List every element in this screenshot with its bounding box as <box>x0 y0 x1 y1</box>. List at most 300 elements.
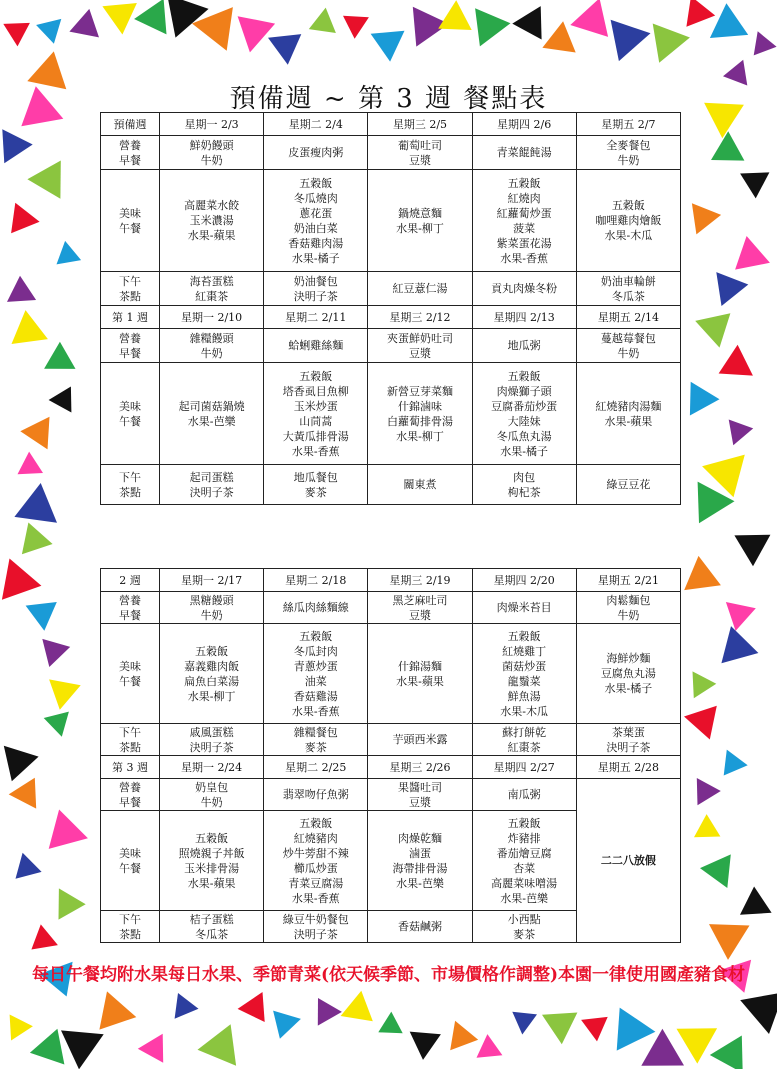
menu-item: 決明子茶 <box>189 485 234 499</box>
menu-item: 青蔥炒蛋 <box>293 659 338 673</box>
border-triangle <box>36 19 61 44</box>
meal-label-line: 下午 <box>119 725 141 739</box>
menu-cell <box>264 724 368 756</box>
border-triangle <box>740 992 777 1034</box>
day-header: 星期一 2/17 <box>160 569 264 592</box>
menu-item: 地瓜餐包 <box>293 470 338 484</box>
day-header: 星期二 2/11 <box>264 306 368 329</box>
meal-label-line: 營養 <box>119 331 141 345</box>
border-triangle <box>611 20 651 61</box>
border-triangle <box>30 1029 65 1065</box>
menu-item: 水果-香蕉 <box>291 704 340 718</box>
menu-item: 水果-橘子 <box>500 444 549 458</box>
meal-row <box>101 592 681 624</box>
menu-cell <box>576 724 680 756</box>
border-triangle <box>450 1021 478 1051</box>
menu-cell <box>368 465 472 505</box>
menu-item: 五穀飯 <box>507 369 541 383</box>
meal-label-line: 茶點 <box>119 485 141 499</box>
menu-item: 牛奶 <box>200 153 223 167</box>
border-triangle <box>653 24 690 63</box>
menu-item: 什錦湯麵 <box>397 659 442 673</box>
meal-row <box>101 170 681 272</box>
menu-item: 牛奶 <box>617 346 640 360</box>
day-header: 星期三 2/5 <box>368 113 472 136</box>
border-triangle <box>686 0 715 27</box>
menu-cell <box>472 724 576 756</box>
border-triangle <box>57 241 82 265</box>
day-header: 星期二 2/25 <box>264 756 368 779</box>
menu-item: 紫菜蛋花湯 <box>496 236 552 250</box>
menu-item: 紅燒豬肉湯麵 <box>595 399 662 413</box>
day-header: 星期五 2/21 <box>576 569 680 592</box>
day-header: 星期四 2/13 <box>472 306 576 329</box>
menu-item: 五穀飯 <box>299 816 333 830</box>
menu-item: 夾蛋鮮奶吐司 <box>386 331 453 345</box>
menu-item: 冬瓜燒肉 <box>293 191 338 205</box>
meal-label-line: 下午 <box>119 912 141 926</box>
menu-item: 牛奶 <box>617 608 640 622</box>
menu-item: 豆漿 <box>408 795 431 809</box>
menu-item: 水果-香蕉 <box>291 891 340 905</box>
menu-item: 扁魚白菜湯 <box>184 674 240 688</box>
menu-item: 龍鬚菜 <box>507 674 541 688</box>
day-header: 星期一 2/3 <box>160 113 264 136</box>
menu-cell <box>472 136 576 170</box>
menu-item: 奶油白菜 <box>293 221 338 235</box>
menu-item: 五穀飯 <box>507 629 541 643</box>
border-triangle <box>378 1012 402 1034</box>
meal-label <box>101 592 160 624</box>
menu-item: 水果-蘋果 <box>187 229 236 242</box>
border-triangle <box>18 452 44 475</box>
menu-cell <box>472 329 576 363</box>
border-triangle <box>31 924 58 949</box>
menu-item: 小西點 <box>507 912 541 926</box>
menu-item: 大黃瓜排骨湯 <box>282 429 349 443</box>
menu-item: 水果-芭樂 <box>500 891 549 905</box>
meal-label <box>101 329 160 363</box>
menu-item: 水果-柳丁 <box>396 221 444 235</box>
menu-item: 地瓜粥 <box>507 339 541 352</box>
border-triangle <box>4 746 39 782</box>
menu-item: 菌菇炒蛋 <box>502 659 547 673</box>
menu-item: 番茄燴豆腐 <box>496 846 552 860</box>
menu-item: 肉包 <box>513 470 536 484</box>
border-triangle <box>134 0 166 34</box>
holiday-cell: 二二八放假 <box>576 779 680 943</box>
menu-cell <box>576 465 680 505</box>
border-triangle <box>2 129 32 163</box>
menu-item: 水果-蘋果 <box>604 414 653 428</box>
menu-item: 杏菜 <box>513 861 536 875</box>
menu-item: 起司蛋糕 <box>189 470 234 484</box>
meal-label <box>101 624 160 724</box>
menu-item: 全麥餐包 <box>606 138 651 152</box>
menu-item: 青菜餛飩湯 <box>496 146 552 159</box>
menu-item: 皮蛋瘦肉粥 <box>288 146 344 159</box>
menu-cell <box>160 272 264 306</box>
border-triangle <box>99 991 136 1029</box>
menu-item: 麥茶 <box>513 927 536 941</box>
menu-cell <box>576 363 680 465</box>
menu-item: 紅燒豬肉 <box>293 831 338 845</box>
menu-item: 麥茶 <box>304 485 327 499</box>
menu-item: 炒牛蒡甜不辣 <box>282 846 349 860</box>
menu-item: 水果-木瓜 <box>500 704 549 718</box>
menu-item: 枸杞茶 <box>507 485 541 499</box>
day-header: 星期二 2/4 <box>264 113 368 136</box>
menu-cell <box>160 363 264 465</box>
menu-cell <box>472 465 576 505</box>
menu-item: 蘇打餅乾 <box>502 725 547 739</box>
menu-item: 豆腐魚丸湯 <box>600 667 656 680</box>
menu-cell <box>160 911 264 943</box>
meal-label <box>101 779 160 811</box>
menu-item: 鮮魚湯 <box>507 689 541 703</box>
border-triangle <box>371 31 405 62</box>
menu-item: 雜糧餐包 <box>293 725 338 739</box>
meal-label-line: 午餐 <box>119 861 141 875</box>
week-label: 2 週 <box>101 569 160 592</box>
menu-cell <box>264 911 368 943</box>
border-triangle <box>542 21 575 52</box>
day-header: 星期四 2/20 <box>472 569 576 592</box>
menu-item: 咖哩雞肉燴飯 <box>595 214 662 227</box>
menu-item: 水果-蘋果 <box>396 674 444 688</box>
border-triangle <box>27 161 60 199</box>
page-title: 預備週 ~ 第 3 週 餐點表 <box>229 84 548 114</box>
menu-item: 海苔蛋糕 <box>189 274 234 288</box>
menu-item: 牛奶 <box>200 346 223 360</box>
menu-item: 肉燥獅子頭 <box>496 384 552 398</box>
menu-cell <box>472 272 576 306</box>
meal-label-line: 美味 <box>119 846 141 860</box>
menu-item: 果醬吐司 <box>397 780 442 794</box>
menu-item: 五穀飯 <box>611 199 645 212</box>
border-triangle <box>2 559 42 600</box>
menu-item: 奶油餐包 <box>293 274 338 288</box>
meal-label-line: 美味 <box>119 659 141 673</box>
meal-label-line: 午餐 <box>119 414 141 428</box>
border-triangle <box>49 387 72 413</box>
menu-cell <box>264 272 368 306</box>
border-triangle <box>570 0 608 37</box>
menu-item: 香菇雞肉湯 <box>288 236 344 250</box>
menu-item: 滷蛋 <box>408 846 431 860</box>
meal-label-line: 美味 <box>119 206 141 220</box>
border-triangle <box>724 750 748 776</box>
menu-item: 綠豆豆花 <box>606 478 651 491</box>
menu-item: 水果-木瓜 <box>604 229 653 242</box>
border-triangle <box>3 23 30 47</box>
week-header-row <box>101 306 681 329</box>
border-triangle <box>700 854 731 888</box>
day-header: 星期三 2/26 <box>368 756 472 779</box>
menu-cell <box>472 363 576 465</box>
border-triangle <box>477 1034 503 1058</box>
border-triangle <box>10 1015 33 1041</box>
meal-label-line: 早餐 <box>119 608 141 622</box>
menu-cell <box>368 170 472 272</box>
border-triangle <box>617 1008 656 1051</box>
week-label: 預備週 <box>101 113 160 136</box>
border-triangle <box>690 382 720 416</box>
day-header: 星期三 2/12 <box>368 306 472 329</box>
menu-cell <box>368 272 472 306</box>
menu-item: 海鮮炒麵 <box>606 652 651 665</box>
menu-cell <box>368 592 472 624</box>
menu-item: 什錦滷味 <box>397 399 442 413</box>
menu-item: 大陸妹 <box>507 414 541 428</box>
border-triangle <box>26 602 57 631</box>
meal-label-line: 下午 <box>119 274 141 288</box>
meal-label <box>101 724 160 756</box>
meal-row <box>101 779 681 811</box>
menu-item: 冬瓜魚丸湯 <box>496 429 552 443</box>
meal-label <box>101 272 160 306</box>
border-triangle <box>512 1012 537 1035</box>
border-triangle <box>677 1028 718 1063</box>
menu-item: 豆漿 <box>408 153 431 167</box>
menu-item: 茶葉蛋 <box>611 725 645 739</box>
border-triangle <box>309 8 336 33</box>
border-triangle <box>410 1032 441 1060</box>
menu-item: 五穀飯 <box>299 369 333 383</box>
menu-item: 葡萄吐司 <box>397 138 442 152</box>
menu-item: 牛奶 <box>200 795 223 809</box>
menu-item: 水果-香蕉 <box>500 251 549 265</box>
menu-cell <box>576 592 680 624</box>
menu-item: 嘉義雞肉飯 <box>184 659 240 673</box>
meal-label-line: 午餐 <box>119 674 141 688</box>
border-triangle <box>16 853 42 879</box>
border-triangle <box>42 639 70 667</box>
border-triangle <box>69 9 99 38</box>
border-triangle <box>729 420 754 446</box>
menu-item: 白蘿蔔排骨湯 <box>386 414 453 428</box>
menu-item: 冬瓜封肉 <box>293 644 338 658</box>
menu-item: 水果-芭樂 <box>396 876 444 890</box>
footer-note: 每日午餐均附水果每日水果、季節青菜(依天候季節、市場價格作調整)本園一律使用國產豬食材 <box>31 965 746 985</box>
meal-label <box>101 811 160 911</box>
menu-item: 水果-橘子 <box>604 682 653 695</box>
border-triangle <box>268 34 301 65</box>
menu-item: 紅豆薏仁湯 <box>392 282 448 295</box>
menu-item: 蔥花蛋 <box>299 206 333 220</box>
meal-row <box>101 724 681 756</box>
menu-cell <box>576 329 680 363</box>
menu-cell <box>160 724 264 756</box>
menu-item: 玉米排骨湯 <box>184 861 240 875</box>
border-triangle <box>695 313 730 347</box>
menu-item: 油菜 <box>304 674 327 688</box>
border-triangle <box>175 993 199 1019</box>
menu-item: 五穀飯 <box>299 176 333 190</box>
menu-item: 紅燒肉 <box>507 191 541 205</box>
border-triangle <box>710 1036 743 1069</box>
border-triangle <box>7 276 36 302</box>
border-triangle <box>726 602 756 631</box>
day-header: 星期五 2/7 <box>576 113 680 136</box>
menu-item: 高麗菜味噌湯 <box>491 876 558 890</box>
menu-item: 戚風蛋糕 <box>189 725 234 739</box>
menu-cell <box>472 170 576 272</box>
border-triangle <box>692 203 721 234</box>
menu-item: 決明子茶 <box>189 740 234 754</box>
menu-item: 決明子茶 <box>606 740 651 754</box>
menu-item: 雜糧饅頭 <box>189 331 234 345</box>
menu-item: 冬瓜茶 <box>611 289 645 303</box>
menu-item: 山茼蒿 <box>299 414 333 428</box>
menu-item: 高麗菜水餃 <box>184 199 240 212</box>
menu-item: 決明子茶 <box>293 927 338 941</box>
menu-cell <box>368 779 472 811</box>
week-label: 第 3 週 <box>101 756 160 779</box>
border-triangle <box>697 778 721 805</box>
menu-item: 水果-橘子 <box>291 251 340 265</box>
meal-label-line: 下午 <box>119 470 141 484</box>
border-triangle <box>754 31 777 55</box>
menu-item: 紅燒雞丁 <box>502 644 547 658</box>
menu-cell <box>264 811 368 911</box>
day-header: 星期二 2/18 <box>264 569 368 592</box>
menu-item: 冬瓜茶 <box>195 927 229 941</box>
day-header: 星期四 2/6 <box>472 113 576 136</box>
border-triangle <box>49 679 81 709</box>
border-triangle <box>512 6 541 39</box>
border-triangle <box>734 535 770 567</box>
meal-row <box>101 329 681 363</box>
border-triangle <box>238 16 276 52</box>
menu-item: 櫛瓜炒蛋 <box>293 861 338 875</box>
border-triangle <box>59 888 86 919</box>
border-triangle <box>694 814 720 837</box>
day-header: 星期五 2/28 <box>576 756 680 779</box>
border-triangle <box>273 1011 301 1039</box>
menu-item: 麥茶 <box>304 740 327 754</box>
menu-item: 五穀飯 <box>507 816 541 830</box>
border-triangle <box>693 671 717 698</box>
menu-item: 玉米炒蛋 <box>293 399 338 413</box>
week-header-row <box>101 756 681 779</box>
menu-item: 五穀飯 <box>507 176 541 190</box>
meal-label <box>101 465 160 505</box>
meal-label-line: 茶點 <box>119 740 141 754</box>
meal-label-line: 美味 <box>119 399 141 413</box>
day-header: 星期一 2/24 <box>160 756 264 779</box>
menu-cell <box>472 624 576 724</box>
border-triangle <box>684 706 717 740</box>
border-triangle <box>735 236 770 270</box>
menu-item: 豆漿 <box>408 608 431 622</box>
border-triangle <box>740 887 772 915</box>
menu-item: 黑芝麻吐司 <box>392 593 448 607</box>
menu-item: 豆腐番茄炒蛋 <box>491 399 558 413</box>
menu-item: 紅蘿蔔炒蛋 <box>496 206 552 220</box>
menu-cell <box>472 811 576 911</box>
border-triangle <box>542 1013 577 1045</box>
meal-label-line: 營養 <box>119 780 141 794</box>
menu-item: 關東煮 <box>403 478 437 491</box>
menu-cell <box>576 272 680 306</box>
menu-item: 絲瓜肉絲麵線 <box>282 601 349 614</box>
meal-label-line: 早餐 <box>119 153 141 167</box>
menu-item: 照燒親子丼飯 <box>178 846 245 860</box>
menu-cell <box>576 136 680 170</box>
menu-item: 五穀飯 <box>195 831 229 845</box>
meal-label-line: 營養 <box>119 138 141 152</box>
menu-item: 蛤蜊雞絲麵 <box>288 339 344 352</box>
menu-cell <box>264 465 368 505</box>
border-triangle <box>710 3 748 38</box>
menu-item: 香菇鹹粥 <box>397 920 442 933</box>
menu-item: 青菜豆腐湯 <box>288 876 344 890</box>
menu-item: 起司菌菇鍋燒 <box>178 399 245 413</box>
border-triangle <box>318 998 342 1026</box>
border-triangle <box>138 1034 163 1063</box>
menu-item: 香菇雞湯 <box>293 689 338 703</box>
meal-label-line: 早餐 <box>119 346 141 360</box>
menu-item: 南瓜粥 <box>507 788 541 801</box>
border-triangle <box>740 172 769 198</box>
menu-cell <box>160 811 264 911</box>
menu-cell <box>264 170 368 272</box>
menu-cell <box>160 624 264 724</box>
menu-item: 海帶排骨湯 <box>392 861 448 875</box>
border-triangle <box>14 483 57 523</box>
border-triangle <box>711 131 744 160</box>
menu-cell <box>264 363 368 465</box>
menu-cell <box>368 363 472 465</box>
menu-cell <box>160 136 264 170</box>
menu-item: 肉鬆麵包 <box>606 593 651 607</box>
menu-item: 水果-香蕉 <box>291 444 340 458</box>
menu-item: 鍋燒意麵 <box>397 206 442 220</box>
menu-table-weeks-2-3 <box>100 568 681 943</box>
day-header: 星期五 2/14 <box>576 306 680 329</box>
border-triangle <box>721 626 758 663</box>
week-label: 第 1 週 <box>101 306 160 329</box>
menu-item: 水果-芭樂 <box>187 414 236 428</box>
border-triangle <box>709 924 750 960</box>
border-triangle <box>44 342 75 369</box>
meal-label-line: 早餐 <box>119 795 141 809</box>
border-triangle <box>44 712 69 737</box>
menu-item: 菠菜 <box>513 221 536 235</box>
menu-cell <box>264 329 368 363</box>
week-header-row <box>101 113 681 136</box>
meal-row <box>101 272 681 306</box>
menu-cell <box>264 779 368 811</box>
menu-cell <box>264 592 368 624</box>
menu-item: 芋頭西米露 <box>392 733 448 746</box>
menu-item: 玉米濃湯 <box>189 214 234 227</box>
menu-cell <box>368 911 472 943</box>
border-triangle <box>438 0 472 30</box>
menu-item: 紅棗茶 <box>507 740 541 754</box>
border-triangle <box>475 8 510 46</box>
menu-item: 水果-蘋果 <box>187 876 236 890</box>
menu-cell <box>472 911 576 943</box>
border-triangle <box>11 203 39 234</box>
meal-row <box>101 624 681 724</box>
menu-table-weeks-prep-1 <box>100 112 681 505</box>
menu-cell <box>264 136 368 170</box>
border-triangle <box>719 345 753 376</box>
menu-cell <box>472 779 576 811</box>
menu-cell <box>368 624 472 724</box>
